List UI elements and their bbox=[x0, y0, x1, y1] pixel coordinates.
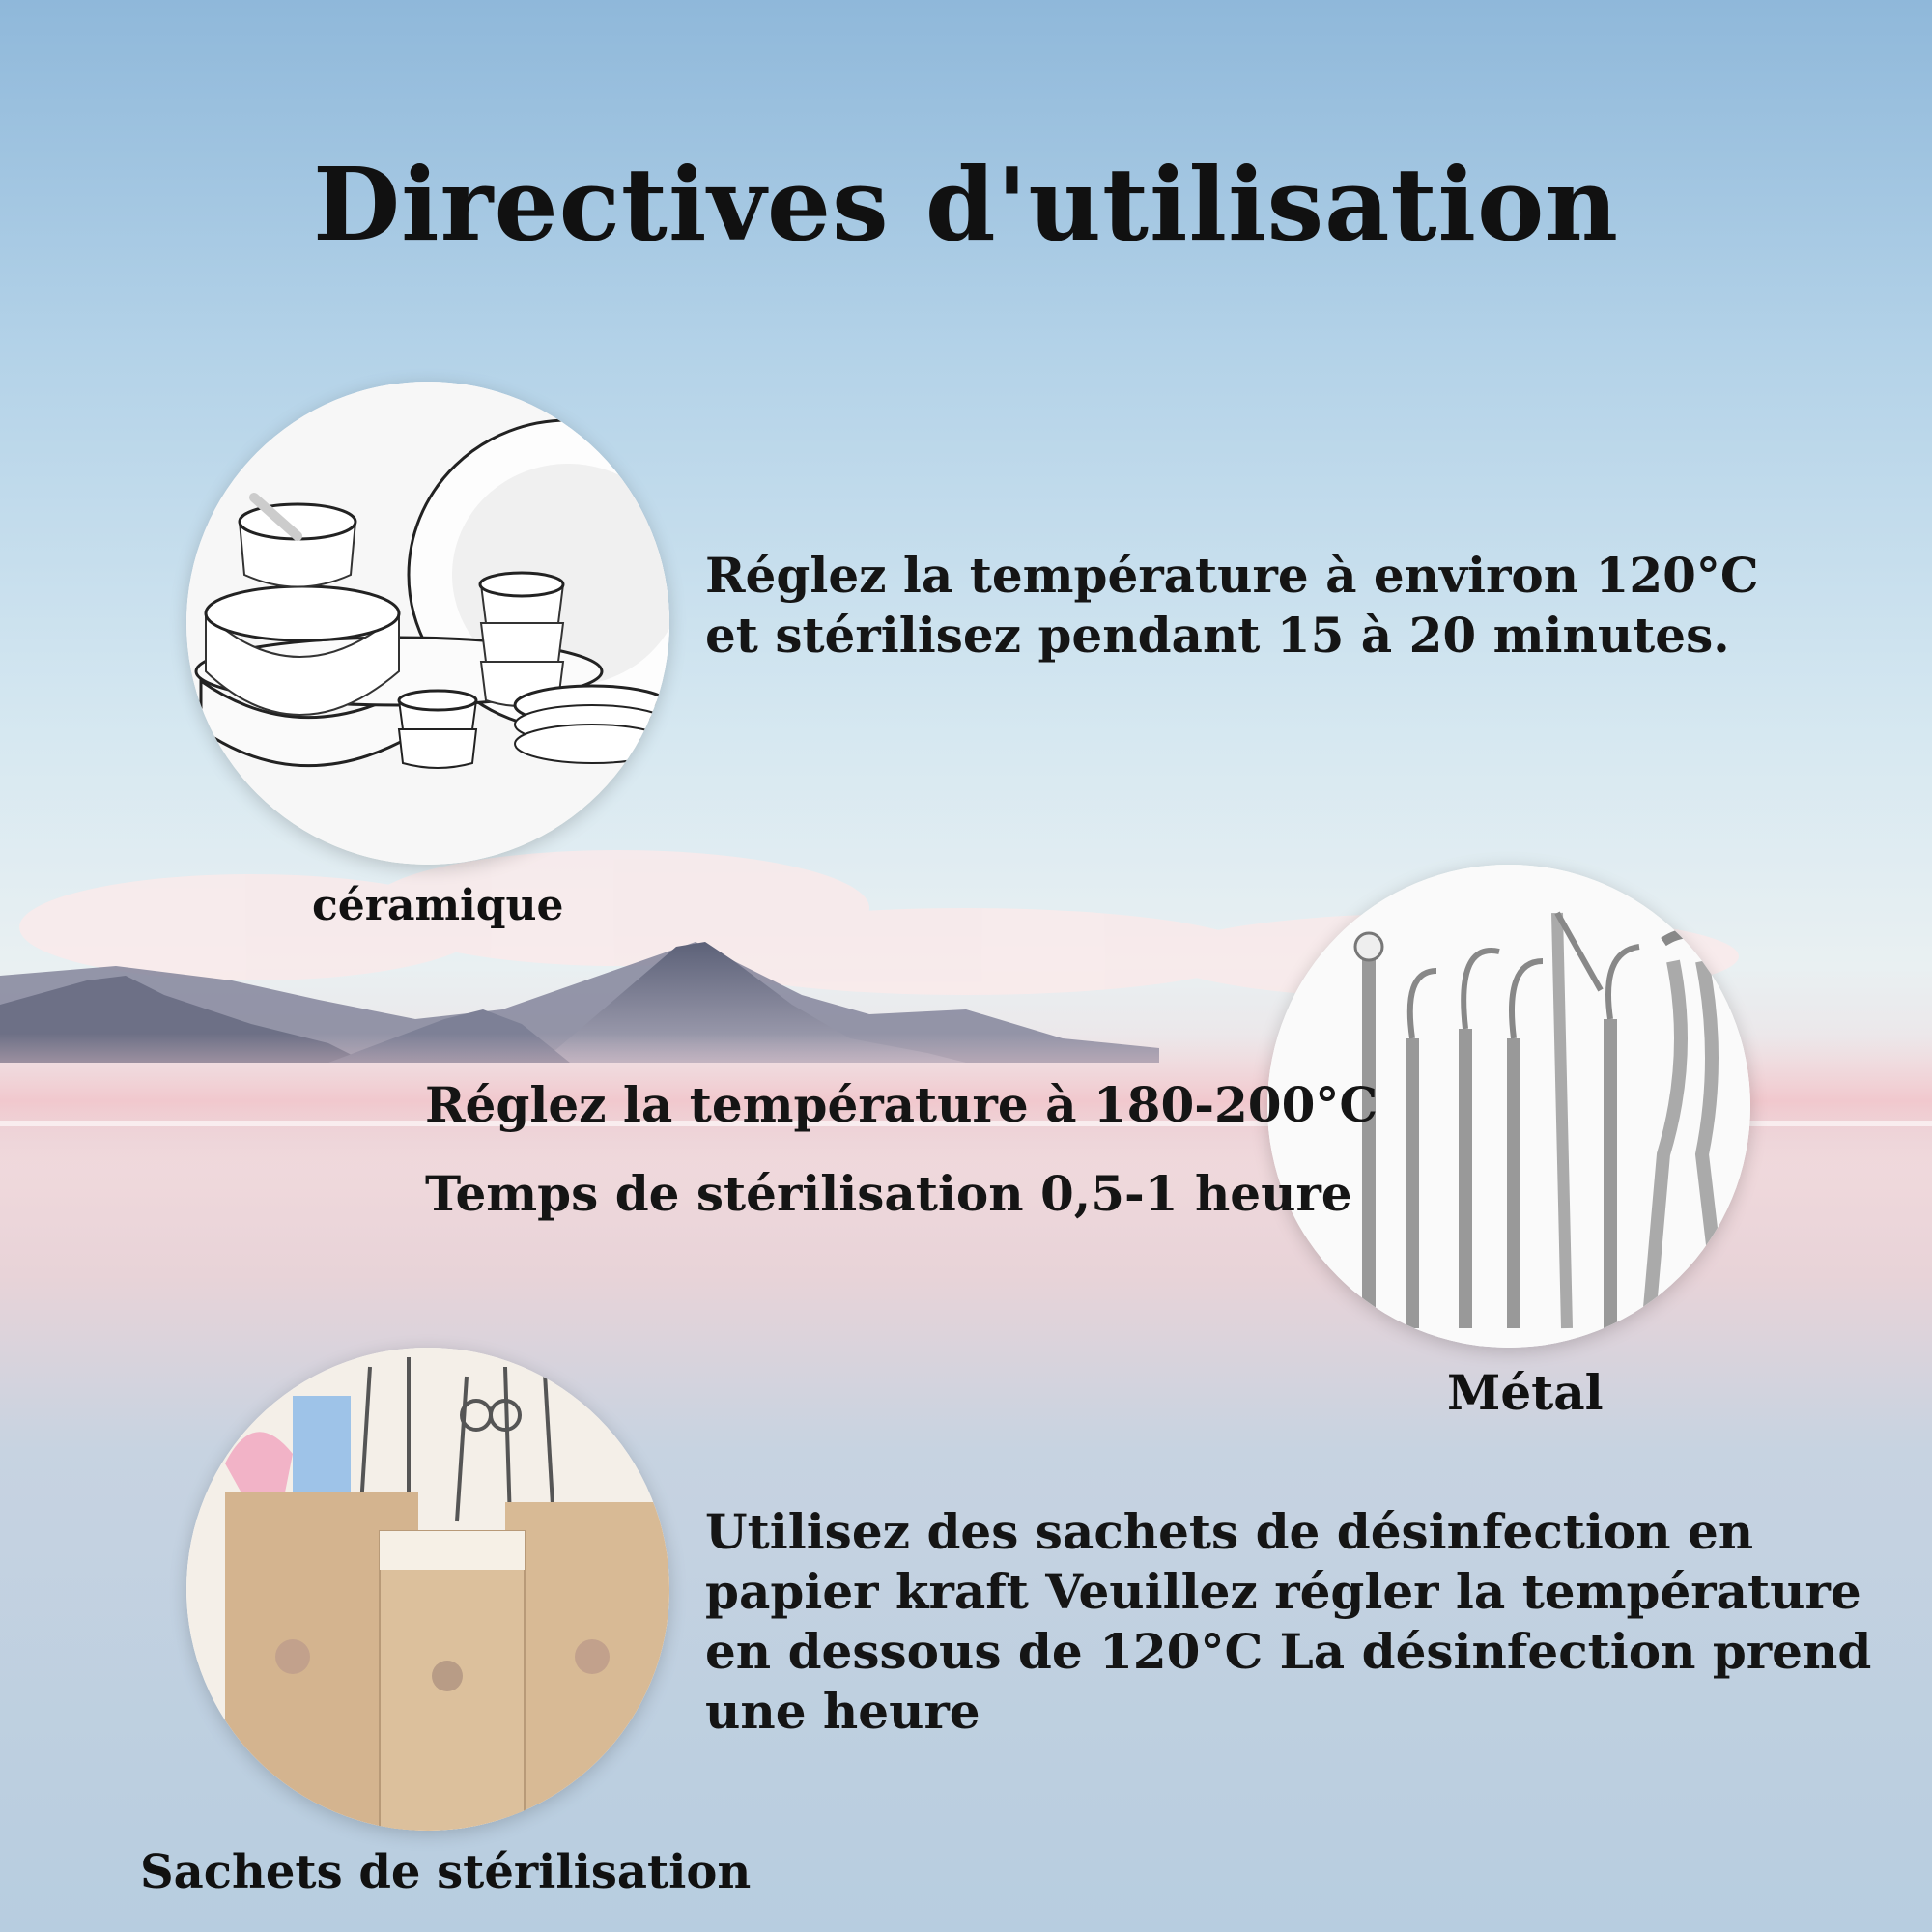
ceramic-dishes-icon bbox=[186, 382, 669, 865]
bags-image bbox=[186, 1348, 669, 1831]
ceramic-label: céramique bbox=[312, 881, 564, 930]
metal-temperature: Réglez la température à 180-200°C bbox=[425, 1076, 1378, 1133]
metal-duration: Temps de stérilisation 0,5-1 heure bbox=[425, 1165, 1352, 1222]
page-title: Directives d'utilisation bbox=[312, 145, 1620, 264]
ceramic-image bbox=[186, 382, 669, 865]
metal-label: Métal bbox=[1447, 1364, 1604, 1421]
kraft-bags-icon bbox=[186, 1348, 669, 1831]
ceramic-instructions: Réglez la température à environ 120°C et stérilisez pendant 15 à 20 minutes. bbox=[705, 547, 1759, 664]
bags-label: Sachets de stérilisation bbox=[140, 1845, 752, 1899]
bags-instructions: Utilisez des sachets de désinfection en papier kraft Veuillez régler la température en dessous de 120°C La désinfection prend une heure bbox=[705, 1503, 1872, 1740]
